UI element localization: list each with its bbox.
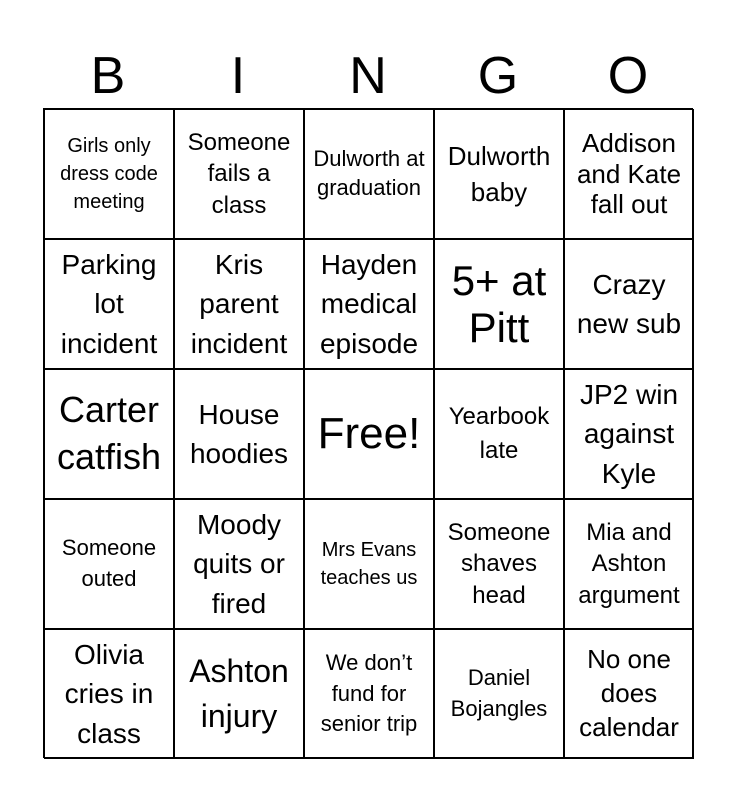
bingo-cell[interactable]: Carter catfish [44,369,174,499]
bingo-cell[interactable]: Free! [304,369,434,499]
bingo-card [43,108,693,758]
bingo-cell[interactable]: Someone shaves head [434,499,564,629]
bingo-cell[interactable]: Ashton injury [174,629,304,759]
bingo-cell[interactable]: We don’t fund for senior trip [304,629,434,759]
bingo-cell[interactable]: Mia and Ashton argument [564,499,694,629]
bingo-cell[interactable]: Mrs Evans teaches us [304,499,434,629]
bingo-cell[interactable]: Crazy new sub [564,239,694,369]
bingo-cell[interactable]: JP2 win against Kyle [564,369,694,499]
bingo-cell[interactable]: Daniel Bojangles [434,629,564,759]
bingo-cell[interactable]: Someone outed [44,499,174,629]
header-letter-i: I [230,47,246,105]
bingo-cell[interactable]: No one does calendar [564,629,694,759]
bingo-cell[interactable]: Yearbook late [434,369,564,499]
header-letter-g: G [477,47,519,105]
bingo-cell[interactable]: Girls only dress code meeting [44,109,174,239]
header-letter-b: B [90,47,126,105]
bingo-cell[interactable]: 5+ at Pitt [434,239,564,369]
bingo-cell[interactable]: Hayden medical episode [304,239,434,369]
bingo-cell[interactable]: House hoodies [174,369,304,499]
bingo-cell[interactable]: Olivia cries in class [44,629,174,759]
header-letter-n: N [349,47,387,105]
bingo-cell[interactable]: Dulworth at graduation [304,109,434,239]
bingo-header [43,44,693,108]
bingo-cell[interactable]: Dulworth baby [434,109,564,239]
bingo-cell[interactable]: Addison and Kate fall out [564,109,694,239]
header-letter-o: O [607,47,649,105]
bingo-cell[interactable]: Moody quits or fired [174,499,304,629]
bingo-cell[interactable]: Someone fails a class [174,109,304,239]
bingo-cell[interactable]: Kris parent incident [174,239,304,369]
bingo-cell[interactable]: Parking lot incident [44,239,174,369]
